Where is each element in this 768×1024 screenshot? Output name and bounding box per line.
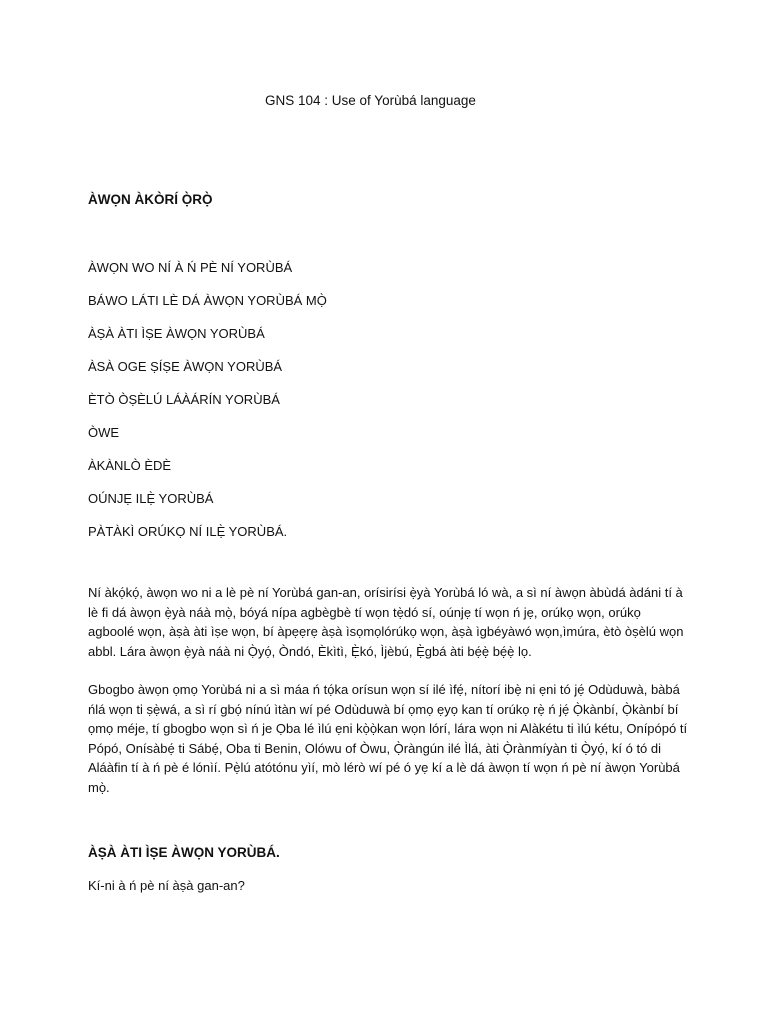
topics-list [88, 259, 327, 556]
topic-item: ÈTÒ ÒṢÈLÚ LÁÀÁRÍN YORÙBÁ [88, 392, 280, 407]
topic-item: ÀSÀ OGE ṢÍṢE ÀWỌN YORÙBÁ [88, 359, 283, 374]
intro-paragraph: Ní àkọ́kọ́, àwọn wo ni a lè pè ní Yorùbá gan-an, orísirísi ẹ̀yà Yorùbá ló wà, a sì ní àwọn àbùdá àdáni tí à lè fi dá àwọn ẹ̀yà náà mọ̀, bóyá nípa agbègbè tí wọn tẹ̀dó sí, oúnjẹ tí wọn ń jẹ, orúkọ wọn, orúkọ agboolé wọn, àṣà àti ìṣe wọn, bí àpẹẹrẹ àṣà ìsọmọlórúkọ wọn, àṣà ìgbéyàwó wọn,ìmúra, ètò òṣèlú wọn abbl. Lára àwọn ẹ̀yà náà ni Ọ̀yọ́, Òndó, Èkìtì, Ẹ̀kó, Ìjèbú, Ẹ̀gbá àti bẹ́ẹ̀ bẹ́ẹ̀ lọ. [88, 585, 684, 659]
origin-paragraph: Gbogbo àwọn ọmọ Yorùbá ni a sì máa ń tọ́ka orísun wọn sí ilé ìfẹ́, nítorí ibẹ̀ ni ẹni tó jẹ́ Odùduwà, bàbá ńlá wọn ti ṣẹ̀wá, a sì rí gbọ́ nínú ìtàn wí pé Odùduwà bí ọmọ ẹyọ kan tí orúkọ rẹ̀ ń jẹ́ Ọ̀kànbí, Ọ̀kànbí bí ọmọ méje, tí gbogbo wọn sì ń je Ọba lé ìlú ẹni kọ̀ọ̀kan wọn lórí, lára wọn ni Alàkétu ti ìlú kétu, Onípópó tí Pópó, Onísàbẹ́ ti Sábẹ́, Oba ti Benin, Olówu of Òwu, Ọ̀ràngún ilé Ìlá, àti Ọ̀rànmíyàn ti Ọ̀yọ́, kí ó tó di Aláàfin tí à ń pè é lónìí. Pẹ̀lú atótónu yìí, mò lérò wí pé ó yẹ kí a lè dá àwọn tí wọn ń pè ní àwọn Yorùbá mọ̀. [88, 682, 688, 795]
topic-item: ÀKÀNLÒ ÈDÈ [88, 458, 172, 473]
document-title: GNS 104 : Use of Yorùbá language [265, 93, 476, 108]
question-text: Kí-ni à ń pè ní àṣà gan-an? [88, 878, 245, 893]
topic-item: OÚNJẸ ILẸ̀ YORÙBÁ [88, 491, 214, 506]
topic-item: ÒWE [88, 425, 120, 440]
section-2-heading: ÀṢÀ ÀTI ÌṢE ÀWỌN YORÙBÁ. [88, 845, 280, 860]
topic-item: ÀṢÀ ÀTI ÌṢE ÀWỌN YORÙBÁ [88, 326, 265, 341]
topic-item: ÀWỌN WO NÍ À Ń PÈ NÍ YORÙBÁ [88, 260, 293, 275]
topic-item: BÁWO LÁTI LÈ DÁ ÀWỌN YORÙBÁ MỌ̀ [88, 293, 327, 308]
section-heading: ÀWỌN ÀKÒRÍ Ọ̀RỌ̀ [88, 192, 213, 207]
topic-item: PÀTÀKÌ ORÚKỌ NÍ ILẸ̀ YORÙBÁ. [88, 524, 288, 539]
